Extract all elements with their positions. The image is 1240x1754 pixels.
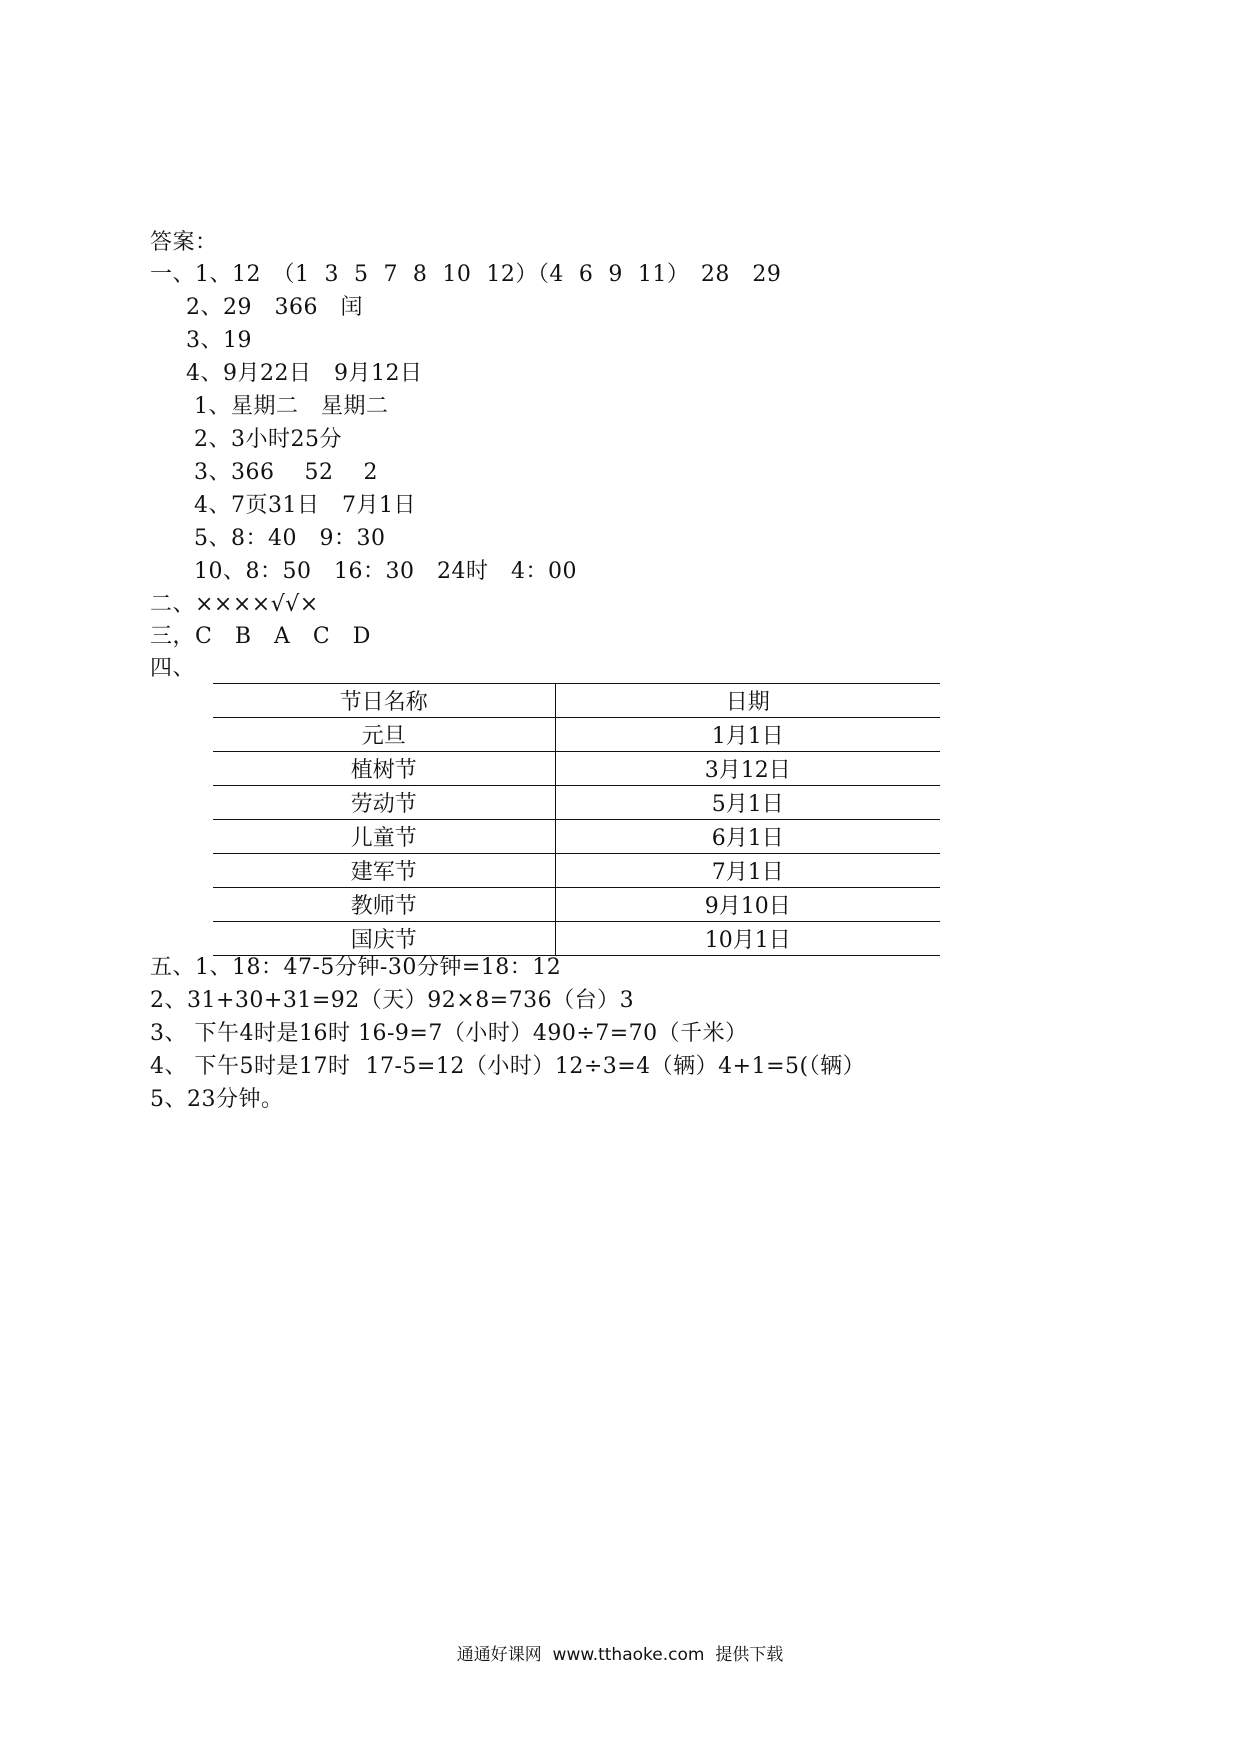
holiday-date-cell: 7月1日 — [555, 854, 940, 888]
table-row — [213, 888, 940, 922]
section1-item3: 3、19 — [186, 328, 252, 353]
section1-item2: 2、29 366 闰 — [186, 295, 363, 320]
section1-b-item5: 5、8：40 9：30 — [194, 526, 386, 551]
section5-item3: 3、 下午4时是16时 16-9=7（小时）490÷7=70（千米） — [150, 1021, 748, 1046]
holiday-date-cell: 5月1日 — [555, 786, 940, 820]
holiday-date-cell: 10月1日 — [555, 922, 940, 956]
section3-answers: 三，C B A C D — [150, 624, 371, 649]
section5-item2: 2、31+30+31=92（天）92×8=736（台）3 — [150, 988, 635, 1013]
table-row — [213, 820, 940, 854]
section1-b-item10: 10、8：50 16：30 24时 4：00 — [194, 559, 577, 584]
header-date: 日期 — [555, 684, 940, 718]
holiday-table-header — [213, 684, 940, 718]
holiday-name-cell: 国庆节 — [213, 922, 555, 956]
section5-item1: 五、1、18：47-5分钟-30分钟=18：12 — [150, 955, 562, 980]
holiday-date-cell: 9月10日 — [555, 888, 940, 922]
holiday-name-cell: 植树节 — [213, 752, 555, 786]
holiday-name-cell: 教师节 — [213, 888, 555, 922]
footer-credit: 通通好课网 www.tthaoke.com 提供下载 — [456, 1645, 784, 1665]
section1-b-item1: 1、星期二 星期二 — [194, 394, 389, 419]
holiday-table — [213, 683, 940, 956]
table-row — [213, 752, 940, 786]
section1-b-item4: 4、7页31日 7月1日 — [194, 493, 416, 518]
section4-label: 四、 — [150, 656, 196, 681]
answers-heading: 答案： — [150, 230, 218, 255]
section2-answers: 二、××××√√× — [150, 592, 319, 617]
table-row — [213, 922, 940, 956]
table-row — [213, 854, 940, 888]
holiday-date-cell: 1月1日 — [555, 718, 940, 752]
holiday-name-cell: 儿童节 — [213, 820, 555, 854]
holiday-name-cell: 元旦 — [213, 718, 555, 752]
table-row — [213, 718, 940, 752]
section5-item4: 4、 下午5时是17时 17-5=12（小时）12÷3=4（辆）4+1=5(（辆） — [150, 1054, 866, 1079]
section5-item5: 5、23分钟。 — [150, 1087, 284, 1112]
section1-b-item3: 3、366 52 2 — [194, 460, 378, 485]
section1-b-item2: 2、3小时25分 — [194, 427, 342, 452]
holiday-date-cell: 3月12日 — [555, 752, 940, 786]
header-holiday-name: 节日名称 — [213, 684, 555, 718]
holiday-name-cell: 建军节 — [213, 854, 555, 888]
holiday-name-cell: 劳动节 — [213, 786, 555, 820]
section1-item1: 一、1、12 （1 3 5 7 8 10 12）（4 6 9 11） 28 29 — [150, 262, 782, 287]
table-row — [213, 786, 940, 820]
section1-item4: 4、9月22日 9月12日 — [186, 361, 423, 386]
holiday-date-cell: 6月1日 — [555, 820, 940, 854]
